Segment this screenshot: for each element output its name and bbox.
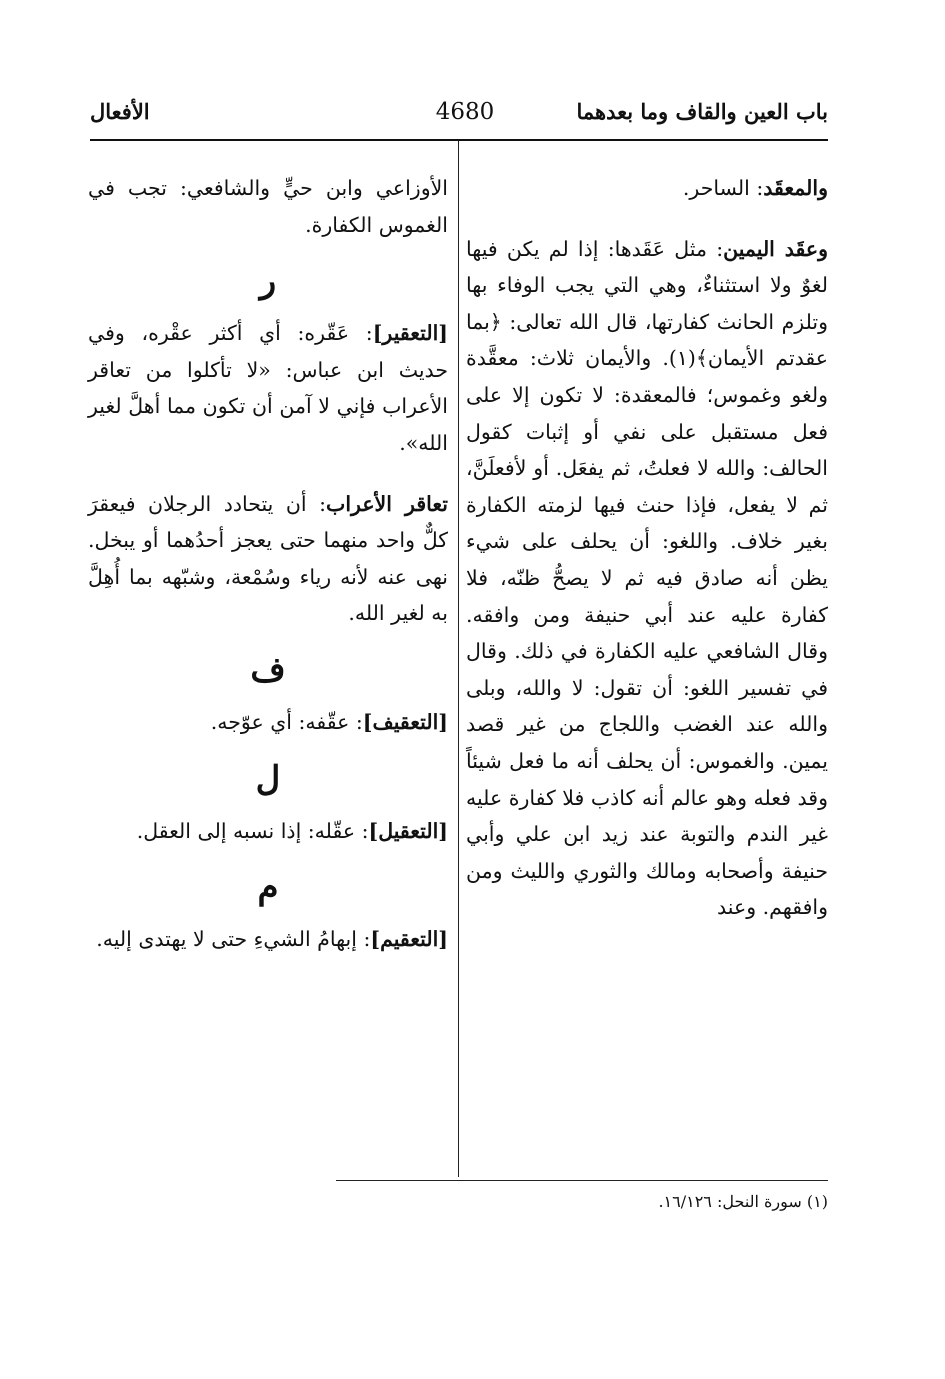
entry-aqd-al-yamin: [466, 231, 828, 926]
entry-term: وعقَد اليمين: [723, 236, 829, 261]
entry-text: : الساحر.: [682, 176, 764, 200]
section-title: الأفعال: [90, 99, 150, 124]
entry-moaqqad: [466, 170, 828, 207]
entry-taaqur: [88, 486, 448, 632]
letter-heading-mim: م: [257, 867, 279, 908]
footnote-rule: [336, 1180, 828, 1181]
entry-term: والمعقَد: [763, 176, 828, 200]
entry-taqim: [88, 921, 448, 958]
left-column: [88, 170, 448, 958]
column-divider: [458, 141, 459, 1177]
entry-text: : مثل عَقَدها: إذا لم يكن فيها لغوٌ ولا استثناءٌ، وهي التي يجب الوفاء بها وتلزم الحانث كفارتها، قال الله تعالى: ﴿بما عقدتم الأيمان﴾(١). والأيمان ثلاث: معقَّدة ولغو وغموس؛ فالمعقدة: لا تكون إلا على فعل مستقبل على نفي أو إثبات كقول الحالف: والله لا فعلتُ، ثم يفعَل. أو لأفعلَنَّ، ثم لا يفعل، فإذا حنث فيها لزمته الكفارة بغير خلاف. واللغو: أن يحلف على شيء يظن أنه صادق فيه ثم لا يصحُّ ظنّه، فلا كفارة عليه عند أبي حنيفة ومن وافقه. وقال الشافعي عليه الكفارة في ذلك. وقال في تفسير اللغو: أن تقول: لا والله، وبلى والله عند الغضب واللجاج من غير قصد يمين. والغموس: أن يحلف أنه ما فعل شيئاً وقد فعله وهو عالم أنه كاذب فلا كفارة عليه غير الندم والتوبة عند زيد ابن علي وأبي حنيفة وأصحابه ومالك والثوري والليث ومن وافقهم. وعند: [466, 236, 829, 920]
letter-heading-ra: ر: [259, 261, 277, 302]
chapter-title: باب العين والقاف وما بعدهما: [576, 99, 828, 124]
entry-term: [التعقير]: [372, 321, 448, 346]
entry-text: : عقّفه: أي عوّجه.: [210, 709, 363, 734]
header-rule: [90, 139, 828, 141]
entry-text: : أن يتحادد الرجلان فيعقرَ كلٌّ واحد منهما حتى يعجز أحدُهما أو يبخل. نهى عنه لأنه رياء وسُمْعة، وشبّهه بما أُهِلَّ به لغير الله.: [88, 491, 448, 626]
page-number: 4680: [435, 99, 495, 125]
footnote: (١) سورة النحل: ١٦/١٢٦.: [658, 1192, 828, 1211]
entry-text: : عَقّره: أي أكثر عقْره، وفي حديث ابن عباس: «لا تأكلوا من تعاقر الأعراب فإني لا آمن أن تكون مما أهلَّ لغير الله».: [88, 321, 448, 455]
entry-text: : إبهامُ الشيءِ حتى لا يهتدى إليه.: [96, 927, 371, 952]
entry-taqir: [88, 315, 448, 461]
letter-heading-lam: ل: [255, 758, 281, 799]
page-header: [90, 97, 828, 137]
entry-text: : عقّله: إذا نسبه إلى العقل.: [136, 818, 369, 843]
entry-term: [التعقيم]: [370, 927, 448, 952]
right-column: [466, 170, 828, 926]
entry-taqif: [88, 704, 448, 741]
continuation-text: الأوزاعي وابن حيٍّ والشافعي: تجب في الغموس الكفارة.: [88, 176, 448, 237]
entry-term: [التعقيل]: [368, 818, 448, 843]
entry-term: تعاقر الأعراب: [326, 491, 449, 516]
entry-taqil: [88, 813, 448, 850]
entry-term: [التعقيف]: [362, 709, 448, 734]
letter-heading-fa: ف: [250, 649, 286, 690]
